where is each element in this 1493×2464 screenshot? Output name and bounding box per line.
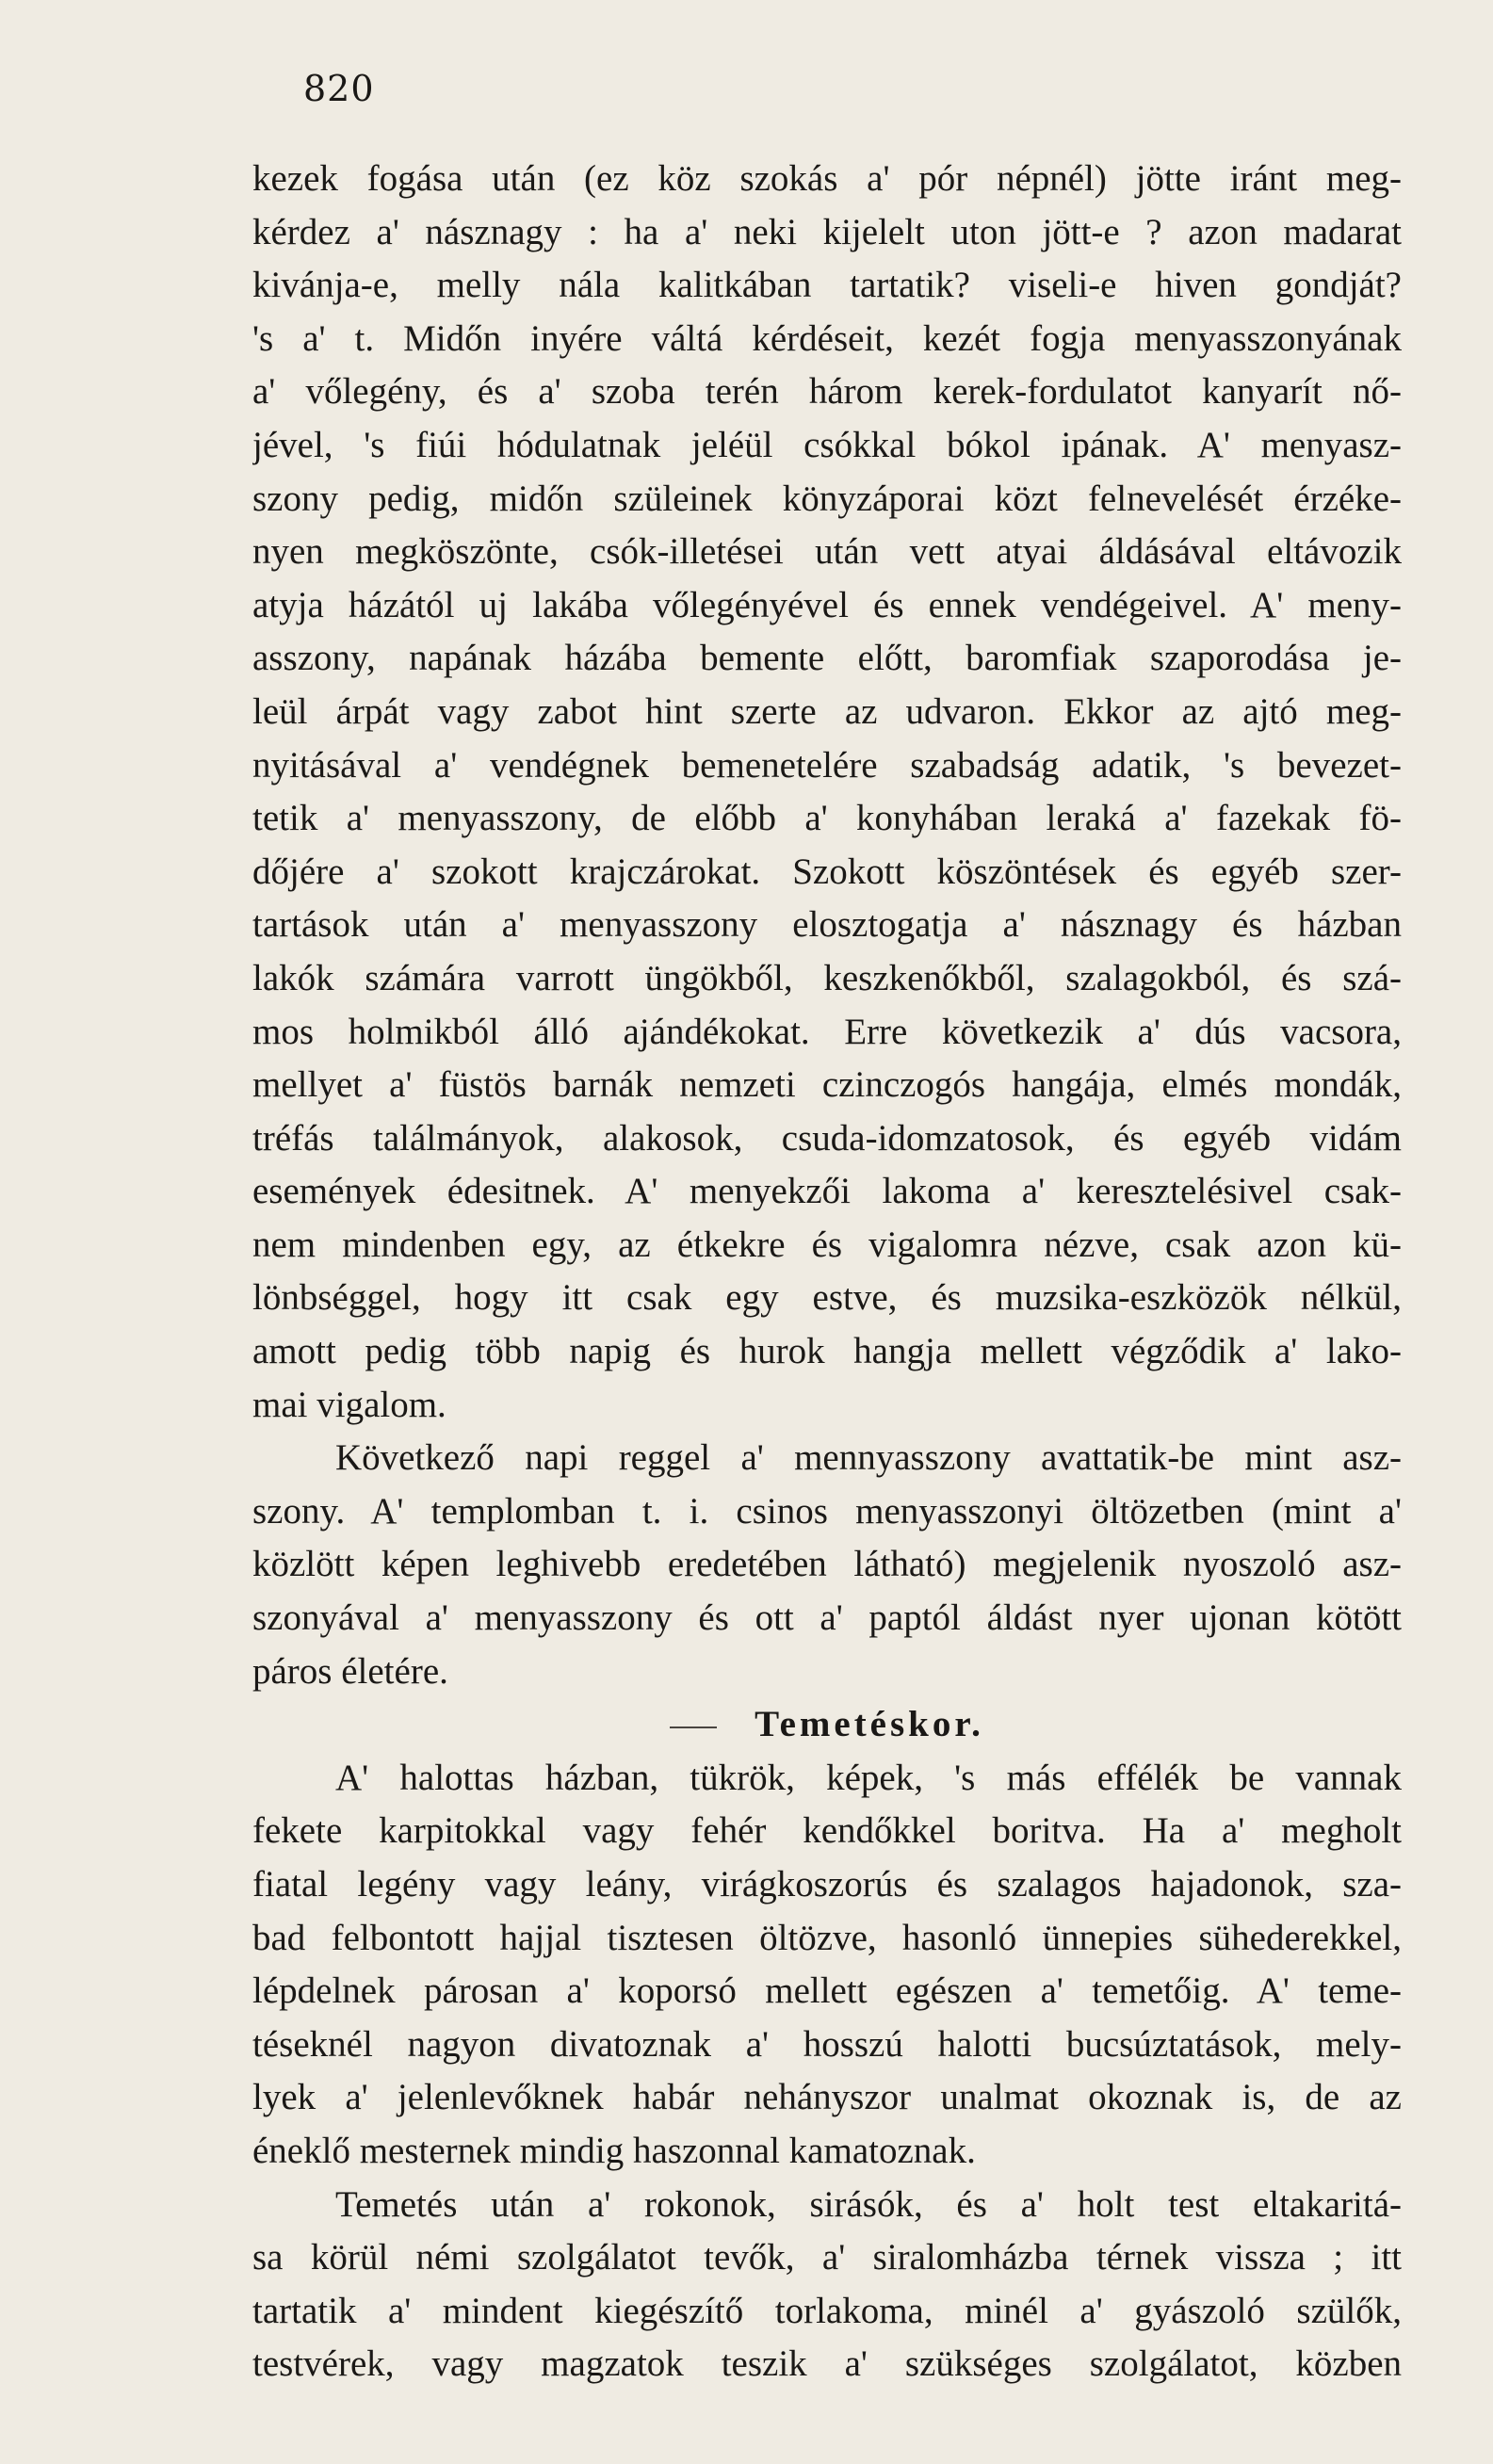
- text-line: szonyával a' menyasszony és ott a' paptól áldást nyer ujonan kötött: [252, 1597, 1402, 1639]
- text-line: mos holmikból álló ajándékokat. Erre következik a' dús vacsora,: [252, 1011, 1402, 1052]
- heading-dash: [670, 1726, 717, 1728]
- page-number: 820: [303, 68, 375, 109]
- text-line: nyen megköszönte, csók-illetései után vett atyai áldásával eltávozik: [252, 531, 1402, 573]
- text-line: Temetés után a' rokonok, sirásók, és a' holt test eltakaritá-: [335, 2183, 1402, 2225]
- body-text: [252, 153, 1402, 2391]
- text-line: mai vigalom.: [252, 1384, 446, 1425]
- section-heading-text: Temetéskor.: [755, 1704, 984, 1745]
- text-line: testvérek, vagy magzatok teszik a' szükséges szolgálatot, közben: [252, 2343, 1402, 2385]
- text-line: bad felbontott hajjal tisztesen öltözve, hasonló ünnepies sühederekkel,: [252, 1917, 1402, 1958]
- text-line: éneklő mesternek mindig haszonnal kamatoznak.: [252, 2130, 976, 2171]
- text-line: leül árpát vagy zabot hint szerte az udvaron. Ekkor az ajtó meg-: [252, 690, 1402, 732]
- text-line: fekete karpitokkal vagy fehér kendőkkel boritva. Ha a' megholt: [252, 1810, 1402, 1852]
- text-line: nyitásával a' vendégnek bemenetelére szabadság adatik, 's bevezet-: [252, 744, 1402, 786]
- text-line: páros életére.: [252, 1650, 448, 1692]
- text-line: kivánja-e, melly nála kalitkában tartatik? viseli-e hiven gondját?: [252, 265, 1402, 306]
- text-line: amott pedig több napig és hurok hangja mellett végződik a' lako-: [252, 1331, 1402, 1372]
- section-heading: [252, 1698, 1402, 1752]
- text-line: kezek fogása után (ez köz szokás a' pór népnél) jötte iránt meg-: [252, 158, 1402, 199]
- text-line: a' vőlegény, és a' szoba terén három kerek-fordulatot kanyarít nő-: [252, 371, 1402, 413]
- text-line: nem mindenben egy, az étkekre és vigalomra nézve, csak azon kü-: [252, 1224, 1402, 1265]
- text-line: sa körül némi szolgálatot tevők, a' siralomházba térnek vissza ; itt: [252, 2237, 1402, 2278]
- text-line: mellyet a' füstös barnák nemzeti czinczogós hangája, elmés mondák,: [252, 1064, 1402, 1106]
- text-line: Következő napi reggel a' mennyasszony avattatik-be mint asz-: [335, 1437, 1402, 1479]
- text-line: tetik a' menyasszony, de előbb a' konyhában leraká a' fazekak fö-: [252, 798, 1402, 839]
- text-line: kérdez a' násznagy : ha a' neki kijelelt uton jött-e ? azon madarat: [252, 211, 1402, 252]
- text-line: lépdelnek párosan a' koporsó mellett egészen a' temetőig. A' teme-: [252, 1970, 1402, 2012]
- text-line: szony pedig, midőn szüleinek könyzáporai közt felnevelését érzéke-: [252, 478, 1402, 519]
- text-line: 's a' t. Midőn inyére váltá kérdéseit, kezét fogja menyasszonyának: [252, 317, 1402, 359]
- text-line: lakók számára varrott üngökből, keszkenőkből, szalagokból, és szá-: [252, 957, 1402, 998]
- text-line: közlött képen leghivebb eredetében látható) megjelenik nyoszoló asz-: [252, 1544, 1402, 1585]
- text-line: események édesitnek. A' menyekzői lakoma a' keresztelésivel csak-: [252, 1171, 1402, 1212]
- text-line: A' halottas házban, tükrök, képek, 's más effélék be vannak: [335, 1757, 1402, 1798]
- text-line: lönbséggel, hogy itt csak egy estve, és muzsika-eszközök nélkül,: [252, 1277, 1402, 1319]
- text-line: fiatal legény vagy leány, virágkoszorús és szalagos hajadonok, sza-: [252, 1864, 1402, 1905]
- text-line: asszony, napának házába bemente előtt, baromfiak szaporodása je-: [252, 638, 1402, 679]
- text-line: lyek a' jelenlevőknek habár nehányszor unalmat okoznak is, de az: [252, 2077, 1402, 2118]
- text-line: téseknél nagyon divatoznak a' hosszú halotti bucsúztatások, mely-: [252, 2023, 1402, 2065]
- text-line: szony. A' templomban t. i. csinos menyasszonyi öltözetben (mint a': [252, 1490, 1402, 1532]
- text-line: tartások után a' menyasszony elosztogatja a' násznagy és házban: [252, 904, 1402, 946]
- text-line: atyja házától uj lakába vőlegényével és ennek vendégeivel. A' meny-: [252, 584, 1402, 625]
- text-line: dőjére a' szokott krajczárokat. Szokott köszöntések és egyéb szer-: [252, 851, 1402, 892]
- text-line: tréfás találmányok, alakosok, csuda-idomzatosok, és egyéb vidám: [252, 1117, 1402, 1159]
- text-line: tartatik a' mindent kiegészítő torlakoma, minél a' gyászoló szülők,: [252, 2290, 1402, 2331]
- text-line: jével, 's fiúi hódulatnak jeléül csókkal bókol ipának. A' menyasz-: [252, 424, 1402, 465]
